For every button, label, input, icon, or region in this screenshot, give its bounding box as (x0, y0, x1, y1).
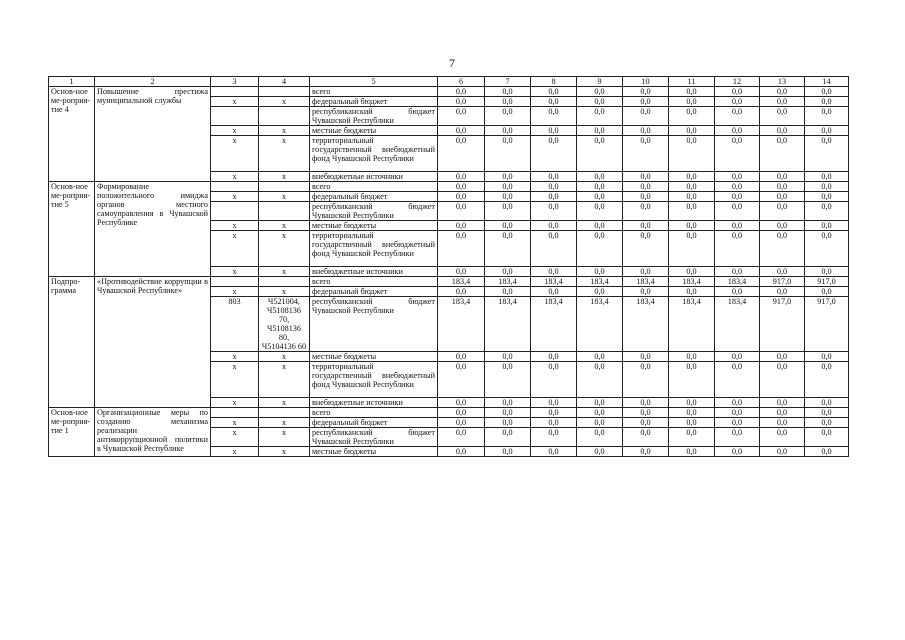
amount-cell: 0,0 (715, 192, 760, 202)
amount-cell: 0,0 (577, 231, 623, 267)
amount-cell: 0,0 (715, 97, 760, 107)
amount-cell: 0,0 (669, 221, 715, 231)
amount-cell: 0,0 (760, 192, 805, 202)
amount-cell: 0,0 (531, 221, 577, 231)
amount-cell: 0,0 (485, 97, 531, 107)
amount-cell: 0,0 (669, 362, 715, 398)
amount-cell: 0,0 (669, 87, 715, 97)
amount-cell: 0,0 (669, 287, 715, 297)
amount-cell: 0,0 (669, 97, 715, 107)
amount-cell: 0,0 (715, 172, 760, 182)
amount-cell: 0,0 (438, 398, 485, 408)
funding-source-cell: республиканский бюджет Чувашской Республики (310, 297, 438, 352)
amount-cell: 0,0 (760, 418, 805, 428)
amount-cell: 0,0 (577, 87, 623, 97)
target-article-cell: x (259, 97, 310, 107)
amount-cell: 0,0 (623, 202, 669, 221)
amount-cell: 0,0 (669, 126, 715, 136)
measure-name-cell: «Противодействие коррупции в Чувашской Республике» (95, 277, 211, 408)
amount-cell: 0,0 (577, 182, 623, 192)
amount-cell: 0,0 (531, 267, 577, 277)
amount-cell: 0,0 (438, 192, 485, 202)
amount-cell: 0,0 (438, 231, 485, 267)
amount-cell: 0,0 (577, 447, 623, 457)
amount-cell: 0,0 (760, 97, 805, 107)
amount-cell: 0,0 (805, 182, 849, 192)
amount-cell: 0,0 (577, 287, 623, 297)
amount-cell: 0,0 (485, 202, 531, 221)
amount-cell: 0,0 (485, 221, 531, 231)
amount-cell: 917,0 (805, 297, 849, 352)
header-cell: 10 (623, 77, 669, 87)
amount-cell: 0,0 (623, 87, 669, 97)
amount-cell: 0,0 (715, 231, 760, 267)
amount-cell: 0,0 (669, 182, 715, 192)
funding-source-cell: всего (310, 182, 438, 192)
measure-type-cell: Основ-ное ме-роприя-тие 4 (49, 87, 95, 182)
amount-cell: 0,0 (485, 231, 531, 267)
amount-cell: 0,0 (485, 352, 531, 362)
amount-cell: 0,0 (760, 202, 805, 221)
amount-cell: 0,0 (438, 221, 485, 231)
amount-cell: 0,0 (805, 428, 849, 447)
amount-cell: 0,0 (669, 408, 715, 418)
funding-source-cell: федеральный бюджет (310, 418, 438, 428)
grbs-code-cell: x (211, 267, 259, 277)
budget-table (48, 76, 849, 457)
amount-cell: 0,0 (760, 182, 805, 192)
amount-cell: 0,0 (669, 107, 715, 126)
amount-cell: 0,0 (760, 87, 805, 97)
grbs-code-cell: x (211, 352, 259, 362)
amount-cell: 0,0 (485, 87, 531, 97)
amount-cell: 0,0 (760, 267, 805, 277)
target-article-cell: Ч521004, Ч5108136 70, Ч5108136 80, Ч5104136 60 (259, 297, 310, 352)
amount-cell: 0,0 (805, 447, 849, 457)
amount-cell: 0,0 (669, 447, 715, 457)
funding-source-cell: внебюджетные источники (310, 172, 438, 182)
amount-cell: 0,0 (623, 192, 669, 202)
amount-cell: 0,0 (805, 231, 849, 267)
grbs-code-cell: x (211, 428, 259, 447)
amount-cell: 0,0 (669, 192, 715, 202)
amount-cell: 0,0 (669, 136, 715, 172)
funding-source-cell: федеральный бюджет (310, 287, 438, 297)
amount-cell: 0,0 (577, 136, 623, 172)
amount-cell: 0,0 (531, 182, 577, 192)
amount-cell: 0,0 (577, 221, 623, 231)
funding-source-cell: республиканский бюджет Чувашской Республики (310, 428, 438, 447)
amount-cell: 0,0 (805, 418, 849, 428)
funding-source-cell: местные бюджеты (310, 352, 438, 362)
amount-cell: 0,0 (577, 172, 623, 182)
funding-source-cell: местные бюджеты (310, 221, 438, 231)
grbs-code-cell (211, 277, 259, 287)
amount-cell: 183,4 (485, 297, 531, 352)
amount-cell: 0,0 (531, 418, 577, 428)
amount-cell: 0,0 (715, 352, 760, 362)
amount-cell: 0,0 (805, 398, 849, 408)
grbs-code-cell: x (211, 136, 259, 172)
measure-name-cell: Повышение престижа муниципальной службы (95, 87, 211, 182)
grbs-code-cell (211, 408, 259, 418)
amount-cell: 0,0 (669, 267, 715, 277)
amount-cell: 0,0 (715, 267, 760, 277)
amount-cell: 0,0 (577, 202, 623, 221)
measure-type-cell: Основ-ное ме-роприя-тие 1 (49, 408, 95, 457)
amount-cell: 0,0 (669, 398, 715, 408)
amount-cell: 0,0 (715, 202, 760, 221)
amount-cell: 0,0 (669, 202, 715, 221)
target-article-cell: x (259, 192, 310, 202)
header-cell: 5 (310, 77, 438, 87)
amount-cell: 0,0 (715, 447, 760, 457)
header-cell: 1 (49, 77, 95, 87)
funding-source-cell: территориальный государственный внебюджетный фонд Чувашской Республики (310, 136, 438, 172)
amount-cell: 0,0 (623, 97, 669, 107)
amount-cell: 0,0 (805, 172, 849, 182)
amount-cell: 0,0 (805, 136, 849, 172)
amount-cell: 0,0 (577, 267, 623, 277)
amount-cell: 0,0 (623, 408, 669, 418)
amount-cell: 183,4 (715, 297, 760, 352)
amount-cell: 0,0 (531, 428, 577, 447)
target-article-cell (259, 277, 310, 287)
target-article-cell: x (259, 428, 310, 447)
amount-cell: 0,0 (577, 428, 623, 447)
header-row (49, 77, 849, 87)
amount-cell: 0,0 (805, 267, 849, 277)
amount-cell: 917,0 (760, 297, 805, 352)
amount-cell: 0,0 (805, 287, 849, 297)
amount-cell: 0,0 (669, 428, 715, 447)
target-article-cell (259, 87, 310, 97)
amount-cell: 0,0 (715, 126, 760, 136)
target-article-cell: x (259, 136, 310, 172)
amount-cell: 0,0 (669, 418, 715, 428)
target-article-cell: x (259, 231, 310, 267)
grbs-code-cell (211, 107, 259, 126)
amount-cell: 183,4 (577, 297, 623, 352)
grbs-code-cell: x (211, 362, 259, 398)
target-article-cell: x (259, 287, 310, 297)
header-cell: 12 (715, 77, 760, 87)
amount-cell: 0,0 (623, 287, 669, 297)
amount-cell: 0,0 (485, 107, 531, 126)
amount-cell: 0,0 (623, 221, 669, 231)
amount-cell: 0,0 (485, 428, 531, 447)
amount-cell: 0,0 (438, 202, 485, 221)
target-article-cell: x (259, 172, 310, 182)
amount-cell: 0,0 (669, 231, 715, 267)
amount-cell: 917,0 (805, 277, 849, 287)
funding-source-cell: федеральный бюджет (310, 192, 438, 202)
amount-cell: 0,0 (438, 447, 485, 457)
amount-cell: 0,0 (531, 97, 577, 107)
amount-cell: 0,0 (577, 418, 623, 428)
header-cell: 2 (95, 77, 211, 87)
funding-source-cell: местные бюджеты (310, 126, 438, 136)
amount-cell: 0,0 (438, 408, 485, 418)
amount-cell: 0,0 (531, 231, 577, 267)
grbs-code-cell: x (211, 287, 259, 297)
amount-cell: 0,0 (531, 192, 577, 202)
header-cell: 6 (438, 77, 485, 87)
funding-source-cell: федеральный бюджет (310, 97, 438, 107)
grbs-code-cell: x (211, 97, 259, 107)
amount-cell: 0,0 (760, 428, 805, 447)
target-article-cell (259, 182, 310, 192)
amount-cell: 0,0 (531, 352, 577, 362)
amount-cell: 183,4 (531, 277, 577, 287)
amount-cell: 0,0 (577, 192, 623, 202)
grbs-code-cell: 803 (211, 297, 259, 352)
amount-cell: 0,0 (715, 398, 760, 408)
amount-cell: 0,0 (760, 287, 805, 297)
amount-cell: 0,0 (577, 97, 623, 107)
amount-cell: 183,4 (669, 297, 715, 352)
amount-cell: 0,0 (760, 231, 805, 267)
amount-cell: 0,0 (760, 221, 805, 231)
amount-cell: 0,0 (485, 172, 531, 182)
header-cell: 3 (211, 77, 259, 87)
amount-cell: 0,0 (715, 136, 760, 172)
target-article-cell: x (259, 447, 310, 457)
amount-cell: 0,0 (577, 352, 623, 362)
amount-cell: 0,0 (531, 136, 577, 172)
header-cell: 9 (577, 77, 623, 87)
amount-cell: 183,4 (623, 277, 669, 287)
amount-cell: 0,0 (805, 408, 849, 418)
amount-cell: 0,0 (805, 87, 849, 97)
amount-cell: 0,0 (623, 267, 669, 277)
amount-cell: 0,0 (623, 172, 669, 182)
header-cell: 7 (485, 77, 531, 87)
header-cell: 11 (669, 77, 715, 87)
amount-cell: 0,0 (715, 287, 760, 297)
amount-cell: 0,0 (715, 221, 760, 231)
header-cell: 14 (805, 77, 849, 87)
funding-source-cell: всего (310, 408, 438, 418)
amount-cell: 0,0 (485, 136, 531, 172)
grbs-code-cell: x (211, 221, 259, 231)
amount-cell: 0,0 (805, 107, 849, 126)
amount-cell: 0,0 (485, 182, 531, 192)
amount-cell: 0,0 (438, 182, 485, 192)
amount-cell: 917,0 (760, 277, 805, 287)
amount-cell: 0,0 (760, 172, 805, 182)
amount-cell: 0,0 (669, 172, 715, 182)
amount-cell: 0,0 (438, 136, 485, 172)
amount-cell: 183,4 (438, 297, 485, 352)
amount-cell: 0,0 (760, 126, 805, 136)
funding-source-cell: территориальный государственный внебюджетный фонд Чувашской Республики (310, 362, 438, 398)
header-cell: 8 (531, 77, 577, 87)
amount-cell: 0,0 (531, 287, 577, 297)
amount-cell: 0,0 (623, 447, 669, 457)
amount-cell: 0,0 (438, 97, 485, 107)
funding-source-cell: республиканский бюджет Чувашской Республики (310, 202, 438, 221)
amount-cell: 183,4 (669, 277, 715, 287)
amount-cell: 0,0 (760, 352, 805, 362)
grbs-code-cell (211, 87, 259, 97)
amount-cell: 0,0 (623, 418, 669, 428)
table-row (49, 277, 849, 287)
amount-cell: 0,0 (438, 352, 485, 362)
amount-cell: 0,0 (805, 221, 849, 231)
amount-cell: 0,0 (623, 352, 669, 362)
target-article-cell (259, 202, 310, 221)
measure-name-cell: Формирование положительного имиджа органов местного самоуправления в Чувашской Республике (95, 182, 211, 277)
amount-cell: 0,0 (715, 182, 760, 192)
target-article-cell: x (259, 267, 310, 277)
amount-cell: 0,0 (485, 362, 531, 398)
target-article-cell (259, 408, 310, 418)
amount-cell: 0,0 (485, 287, 531, 297)
amount-cell: 0,0 (485, 192, 531, 202)
amount-cell: 0,0 (531, 107, 577, 126)
amount-cell: 0,0 (438, 87, 485, 97)
page-number: 7 (449, 56, 455, 70)
amount-cell: 0,0 (531, 398, 577, 408)
amount-cell: 0,0 (531, 172, 577, 182)
target-article-cell: x (259, 398, 310, 408)
amount-cell: 0,0 (438, 172, 485, 182)
funding-source-cell: местные бюджеты (310, 447, 438, 457)
amount-cell: 0,0 (623, 107, 669, 126)
amount-cell: 0,0 (531, 87, 577, 97)
amount-cell: 0,0 (485, 418, 531, 428)
grbs-code-cell: x (211, 447, 259, 457)
amount-cell: 0,0 (531, 126, 577, 136)
amount-cell: 0,0 (577, 107, 623, 126)
amount-cell: 0,0 (805, 192, 849, 202)
funding-source-cell: территориальный государственный внебюджетный фонд Чувашской Республики (310, 231, 438, 267)
amount-cell: 0,0 (438, 362, 485, 398)
funding-source-cell: всего (310, 277, 438, 287)
amount-cell: 0,0 (760, 107, 805, 126)
amount-cell: 0,0 (577, 126, 623, 136)
amount-cell: 0,0 (805, 202, 849, 221)
target-article-cell (259, 107, 310, 126)
grbs-code-cell: x (211, 126, 259, 136)
amount-cell: 0,0 (438, 418, 485, 428)
amount-cell: 0,0 (623, 428, 669, 447)
amount-cell: 0,0 (805, 352, 849, 362)
amount-cell: 183,4 (531, 297, 577, 352)
amount-cell: 0,0 (715, 428, 760, 447)
amount-cell: 0,0 (577, 362, 623, 398)
header-cell: 13 (760, 77, 805, 87)
amount-cell: 0,0 (669, 352, 715, 362)
amount-cell: 0,0 (715, 87, 760, 97)
funding-source-cell: внебюджетные источники (310, 398, 438, 408)
amount-cell: 183,4 (623, 297, 669, 352)
amount-cell: 0,0 (715, 107, 760, 126)
table-row (49, 408, 849, 418)
amount-cell: 0,0 (805, 97, 849, 107)
grbs-code-cell: x (211, 418, 259, 428)
amount-cell: 0,0 (485, 398, 531, 408)
grbs-code-cell: x (211, 172, 259, 182)
amount-cell: 0,0 (485, 267, 531, 277)
amount-cell: 183,4 (438, 277, 485, 287)
amount-cell: 0,0 (760, 136, 805, 172)
amount-cell: 0,0 (715, 362, 760, 398)
measure-type-cell: Основ-ное ме-роприя-тие 5 (49, 182, 95, 277)
header-cell: 4 (259, 77, 310, 87)
grbs-code-cell: x (211, 231, 259, 267)
target-article-cell: x (259, 362, 310, 398)
measure-name-cell: Организационные меры по созданию механизма реализации антикоррупционной политики в Чувашской Республике (95, 408, 211, 457)
amount-cell: 0,0 (438, 267, 485, 277)
amount-cell: 0,0 (438, 107, 485, 126)
amount-cell: 0,0 (623, 136, 669, 172)
amount-cell: 183,4 (715, 277, 760, 287)
funding-source-cell: внебюджетные источники (310, 267, 438, 277)
amount-cell: 0,0 (760, 408, 805, 418)
amount-cell: 0,0 (760, 447, 805, 457)
amount-cell: 0,0 (760, 398, 805, 408)
grbs-code-cell: x (211, 192, 259, 202)
amount-cell: 0,0 (715, 418, 760, 428)
amount-cell: 0,0 (623, 362, 669, 398)
amount-cell: 0,0 (715, 408, 760, 418)
amount-cell: 0,0 (438, 287, 485, 297)
amount-cell: 0,0 (485, 126, 531, 136)
target-article-cell: x (259, 221, 310, 231)
amount-cell: 0,0 (805, 126, 849, 136)
amount-cell: 0,0 (623, 398, 669, 408)
grbs-code-cell (211, 202, 259, 221)
target-article-cell: x (259, 126, 310, 136)
amount-cell: 0,0 (623, 231, 669, 267)
amount-cell: 0,0 (623, 182, 669, 192)
amount-cell: 0,0 (760, 362, 805, 398)
amount-cell: 0,0 (577, 408, 623, 418)
measure-type-cell: Подпро-грамма (49, 277, 95, 408)
grbs-code-cell (211, 182, 259, 192)
amount-cell: 0,0 (485, 447, 531, 457)
grbs-code-cell: x (211, 398, 259, 408)
amount-cell: 0,0 (623, 126, 669, 136)
target-article-cell: x (259, 418, 310, 428)
amount-cell: 0,0 (438, 126, 485, 136)
target-article-cell: x (259, 352, 310, 362)
table-row (49, 87, 849, 97)
funding-source-cell: республиканский бюджет Чувашской Республики (310, 107, 438, 126)
funding-source-cell: всего (310, 87, 438, 97)
amount-cell: 0,0 (485, 408, 531, 418)
amount-cell: 183,4 (577, 277, 623, 287)
amount-cell: 0,0 (577, 398, 623, 408)
amount-cell: 0,0 (438, 428, 485, 447)
amount-cell: 183,4 (485, 277, 531, 287)
amount-cell: 0,0 (531, 408, 577, 418)
amount-cell: 0,0 (531, 447, 577, 457)
amount-cell: 0,0 (805, 362, 849, 398)
amount-cell: 0,0 (531, 202, 577, 221)
table-row (49, 182, 849, 192)
amount-cell: 0,0 (531, 362, 577, 398)
